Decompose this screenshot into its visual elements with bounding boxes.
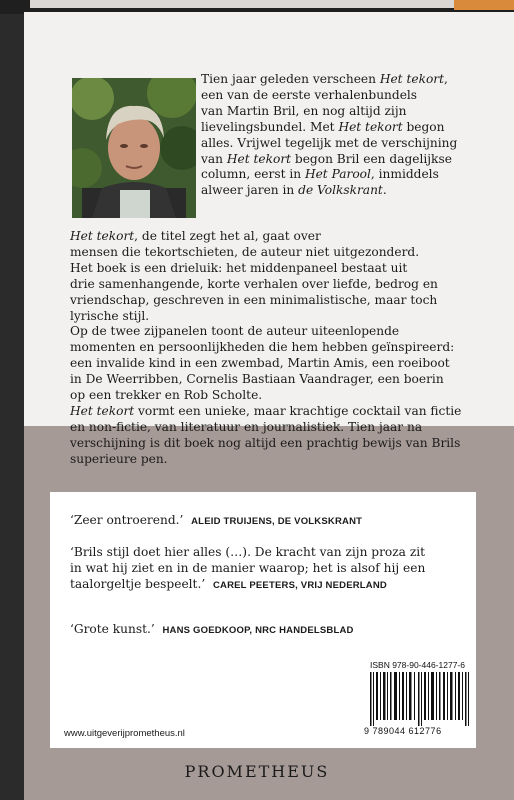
review-quote-2 — [70, 545, 480, 594]
newspaper-title: Het Parool — [304, 167, 371, 182]
blurb-line: lievelingsbundel. Met — [201, 119, 339, 134]
book-spine-accent — [454, 0, 514, 10]
quote-text: taalorgeltje bespeelt.’ — [70, 576, 206, 591]
book-page-edge — [30, 0, 514, 8]
blurb-line: column, eerst in — [201, 167, 305, 182]
isbn-label: ISBN 978-90-446-1277-6 — [370, 660, 465, 670]
newspaper-title: de Volkskrant — [298, 183, 383, 198]
blurb-line: momenten en persoonlijkheden die hem hebben geïnspireerd: — [70, 340, 455, 355]
publisher-website[interactable]: www.uitgeverijprometheus.nl — [64, 728, 185, 739]
quote-source: ALEID TRUIJENS, DE VOLKSKRANT — [191, 516, 363, 527]
book-title: Het tekort — [70, 229, 135, 243]
quote-source: HANS GOEDKOOP, NRC HANDELSBLAD — [162, 625, 354, 636]
blurb-line: Het boek is een drieluik: het middenpaneel bestaat uit — [70, 260, 408, 275]
blurb-line: alles. Vrijwel tegelijk met de verschijning — [201, 135, 458, 150]
quote-text: ‘Grote kunst.’ — [70, 622, 155, 636]
blurb-punct: , — [444, 72, 448, 86]
blurb-line: verschijning is dit boek nog altijd een prachtig bewijs van Brils — [70, 435, 461, 450]
blurb-line: een van de eerste verhalenbundels — [201, 87, 418, 102]
book-title: Het tekort — [379, 72, 445, 86]
book-title: Het tekort — [70, 403, 135, 418]
quote-text: ‘Zeer ontroerend.’ — [70, 513, 184, 527]
blurb-line: alweer jaren in — [201, 183, 299, 198]
blurb-line: vormt een unieke, maar krachtige cocktail van fictie — [134, 403, 462, 418]
blurb-line: op een trekker en Rob Scholte. — [70, 388, 263, 403]
barcode-icon — [370, 672, 470, 726]
author-photo — [72, 78, 196, 218]
blurb-line: , inmiddels — [370, 167, 439, 182]
book-title: Het tekort — [338, 119, 403, 134]
blurb-line: van Martin Bril, en nog altijd zijn — [201, 103, 407, 118]
quote-source: CAREL PEETERS, VRIJ NEDERLAND — [212, 579, 387, 591]
blurb-line: lyrische stijl. — [70, 308, 150, 323]
blurb-line: en non-fictie, van literatuur en journalistiek. Tien jaar na — [70, 419, 423, 434]
blurb-line: , de titel zegt het al, gaat over — [134, 229, 321, 243]
review-quote-1 — [70, 513, 480, 530]
blurb-line: . — [382, 183, 387, 198]
review-quote-3 — [70, 622, 480, 639]
blurb-line: superieure pen. — [70, 451, 168, 466]
blurb-column — [201, 72, 469, 199]
publisher-logo: PROMETHEUS — [184, 762, 330, 781]
blurb-line: begon Bril een dagelijkse — [291, 151, 452, 166]
blurb-line: vriendschap, geschreven in een minimalistische, maar toch — [70, 292, 438, 307]
blurb-line: begon — [402, 119, 445, 134]
blurb-line: van — [201, 151, 227, 166]
quote-text: in wat hij ziet en in de manier waarop; het is alsof hij een — [70, 560, 426, 575]
blurb-line: in De Weerribben, Cornelis Bastiaan Vaandrager, een boerin — [70, 372, 444, 387]
blurb-line: een invalide kind in een zwembad, Martin Amis, een roeiboot — [70, 356, 450, 371]
blurb-line: Tien jaar geleden verscheen — [201, 72, 380, 86]
book-title: Het tekort — [226, 151, 292, 166]
blurb-line: Op de twee zijpanelen toont de auteur uiteenlopende — [70, 324, 400, 339]
blurb-full — [70, 229, 480, 468]
blurb-line: drie samenhangende, korte verhalen over liefde, bedrog en — [70, 276, 438, 291]
blurb-line: mensen die tekortschieten, de auteur niet uitgezonderd. — [70, 244, 420, 259]
quote-text: ‘Brils stijl doet hier alles (…). De kracht van zijn proza zit — [70, 545, 426, 559]
barcode-number: 9 789044 612776 — [364, 726, 442, 736]
